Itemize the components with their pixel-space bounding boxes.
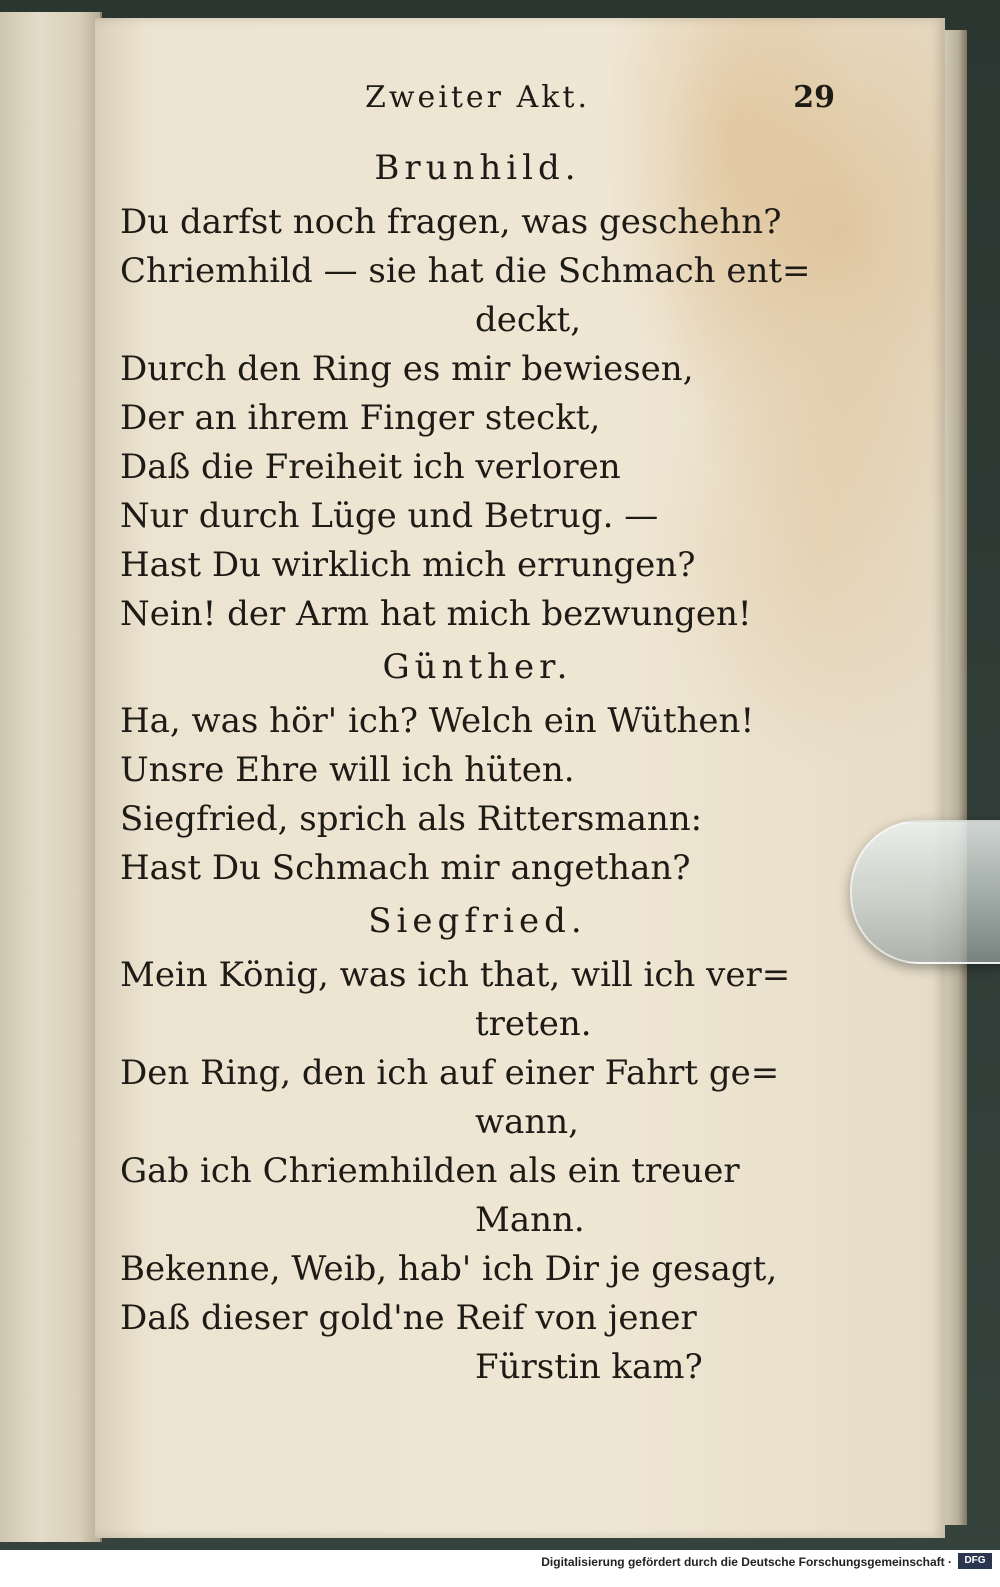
verse-line: Siegfried, sprich als Rittersmann: [120, 799, 703, 839]
verse-line: Ha, was hör' ich? Welch ein Wüthen! [120, 701, 755, 741]
page-clip [850, 820, 1000, 964]
verse-line: Nur durch Lüge und Betrug. — [120, 496, 659, 536]
verse-line-continuation: Mann. [475, 1200, 585, 1240]
verse-line: Chriemhild — sie hat die Schmach ent= [120, 251, 811, 291]
verse-line: Durch den Ring es mir bewiesen, [120, 349, 694, 389]
verse-line: Der an ihrem Finger steckt, [120, 398, 601, 438]
verse-line-continuation: deckt, [475, 300, 582, 340]
page-stack-edge [945, 30, 967, 1525]
dfg-logo: DFG [958, 1553, 992, 1569]
speaker-name: Günther. [382, 647, 573, 687]
verse-line: Daß dieser gold'ne Reif von jener [120, 1298, 697, 1338]
verse-line-continuation: Fürstin kam? [475, 1347, 703, 1387]
speaker-name: Brunhild. [374, 148, 581, 188]
page-content [120, 80, 835, 1392]
verse-line-continuation: wann, [475, 1102, 579, 1142]
verse-line-continuation: treten. [475, 1004, 592, 1044]
verse-line: Den Ring, den ich auf einer Fahrt ge= [120, 1053, 780, 1093]
dialogue [120, 146, 835, 1392]
page-number: 29 [793, 80, 835, 115]
speaker-name: Siegfried. [368, 901, 587, 941]
verse-line: Unsre Ehre will ich hüten. [120, 750, 575, 790]
verse-line: Hast Du wirklich mich errungen? [120, 545, 696, 585]
verse-line: Hast Du Schmach mir angethan? [120, 848, 691, 888]
verse-line: Gab ich Chriemhilden als ein treuer [120, 1151, 740, 1191]
funding-note: Digitalisierung gefördert durch die Deutsche Forschungsgemeinschaft · [541, 1555, 952, 1569]
verse-line: Du darfst noch fragen, was geschehn? [120, 202, 782, 242]
left-page-edge [0, 12, 102, 1542]
verse-line: Mein König, was ich that, will ich ver= [120, 955, 791, 995]
verse-line: Nein! der Arm hat mich bezwungen! [120, 594, 752, 634]
page-header [120, 80, 835, 140]
verse-line: Daß die Freiheit ich verloren [120, 447, 621, 487]
verse-line: Bekenne, Weib, hab' ich Dir je gesagt, [120, 1249, 778, 1289]
running-head: Zweiter Akt. [365, 80, 590, 115]
